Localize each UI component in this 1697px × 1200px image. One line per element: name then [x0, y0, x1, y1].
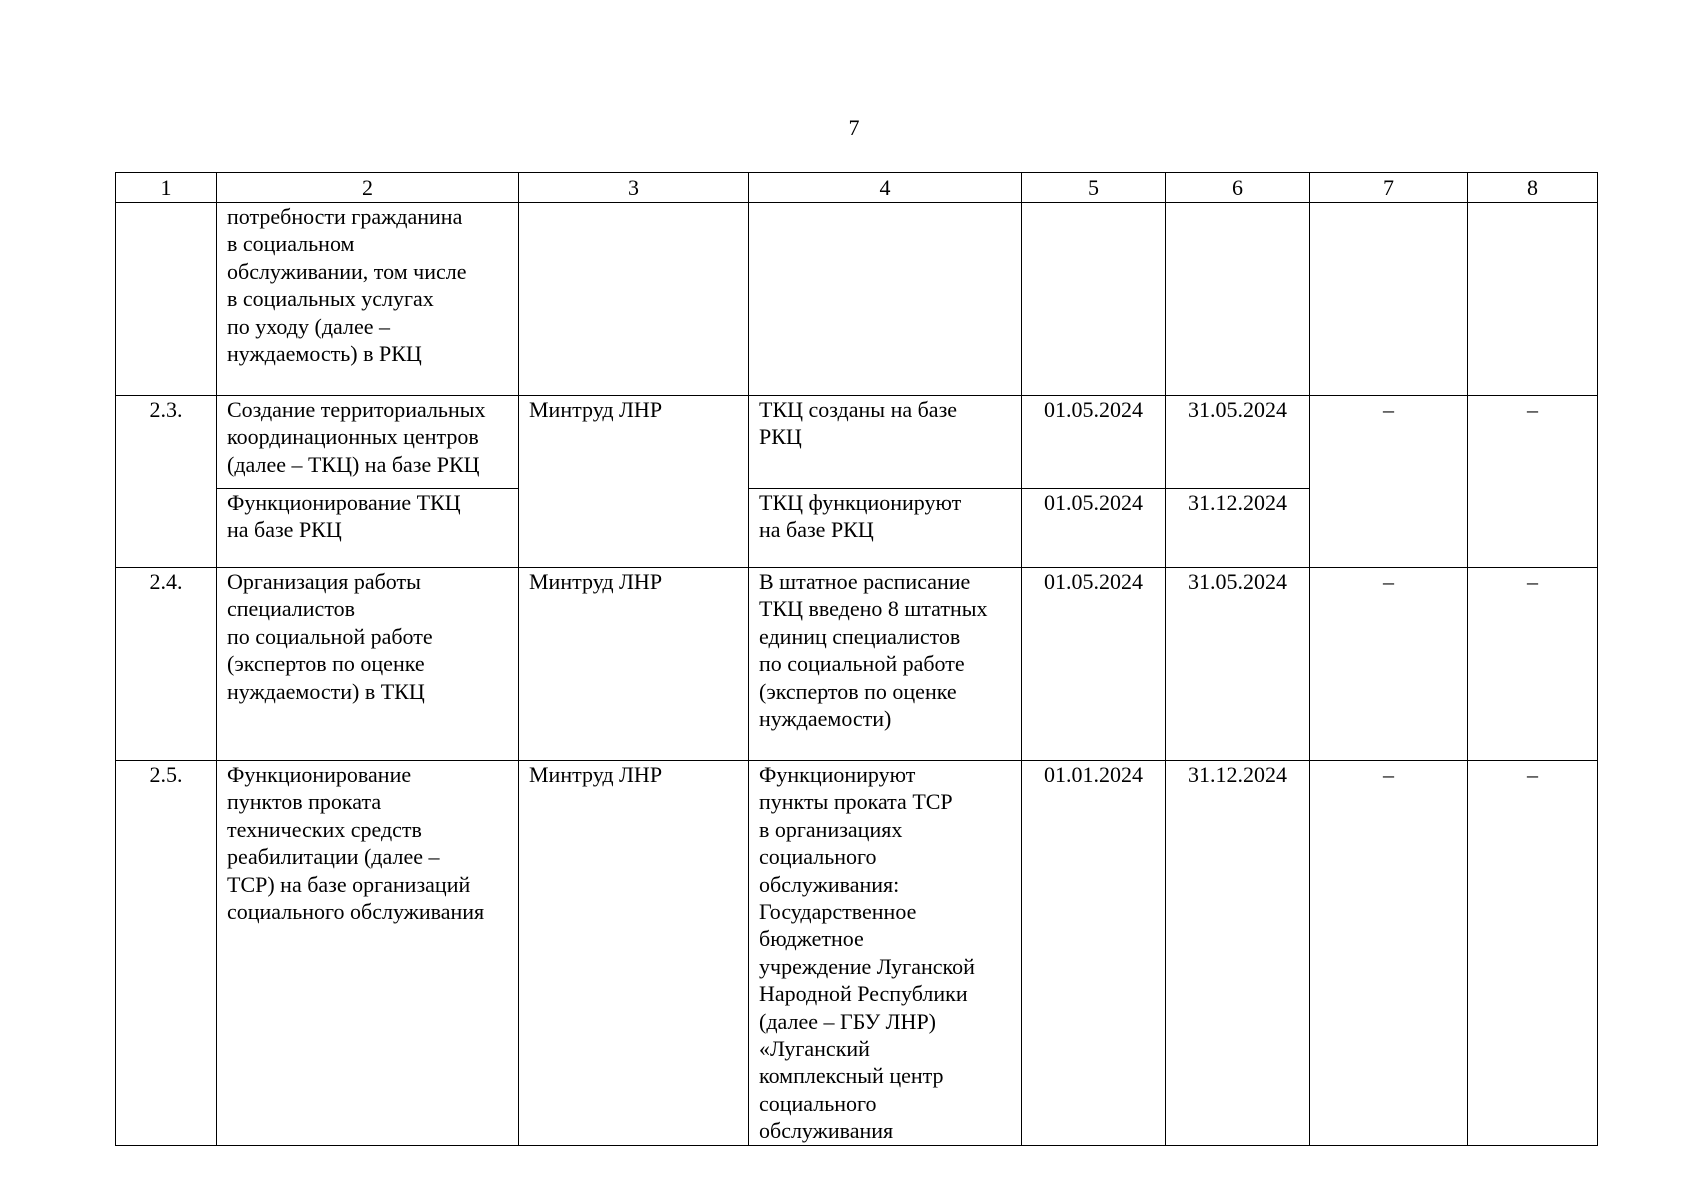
continuation-event-cell: потребности гражданина в социальном обслуживании, том числе в социальных услугах по уходу (далее – нуждаемость) в РКЦ [217, 203, 519, 396]
row-2-4-executor: Минтруд ЛНР [519, 568, 749, 761]
row-2-3-end-1: 31.05.2024 [1166, 396, 1310, 489]
plan-table [115, 172, 1598, 1146]
row-2-3-number: 2.3. [116, 396, 217, 568]
page-number: 7 [848, 115, 860, 140]
row-2-3-col8: – [1468, 396, 1598, 568]
row-2-4-event: Организация работы специалистов по социальной работе (экспертов по оценке нуждаемости) в ТКЦ [217, 568, 519, 761]
row-2-5-number: 2.5. [116, 761, 217, 1146]
row-2-3-col7: – [1310, 396, 1468, 568]
row-2-5-start: 01.01.2024 [1022, 761, 1166, 1146]
row-2-5-col8: – [1468, 761, 1598, 1146]
continuation-col7-cell [1310, 203, 1468, 396]
row-2-5-col7: – [1310, 761, 1468, 1146]
row-2-3-result-1: ТКЦ созданы на базе РКЦ [749, 396, 1022, 489]
row-2-3-executor: Минтруд ЛНР [519, 396, 749, 568]
row-2-5-executor: Минтруд ЛНР [519, 761, 749, 1146]
table-row-2-5 [116, 761, 1598, 1146]
header-cell-4: 4 [749, 173, 1022, 203]
table-row-2-3a [116, 396, 1598, 489]
continuation-result-cell [749, 203, 1022, 396]
header-cell-7: 7 [1310, 173, 1468, 203]
row-2-3-end-2: 31.12.2024 [1166, 489, 1310, 568]
row-2-3-start-2: 01.05.2024 [1022, 489, 1166, 568]
table-row-continuation [116, 203, 1598, 396]
header-cell-5: 5 [1022, 173, 1166, 203]
row-2-5-end: 31.12.2024 [1166, 761, 1310, 1146]
table-row-2-4 [116, 568, 1598, 761]
row-2-4-result: В штатное расписание ТКЦ введено 8 штатных единиц специалистов по социальной работе (экспертов по оценке нуждаемости) [749, 568, 1022, 761]
row-2-3-result-2: ТКЦ функционируют на базе РКЦ [749, 489, 1022, 568]
header-cell-3: 3 [519, 173, 749, 203]
continuation-num-cell [116, 203, 217, 396]
row-2-4-col8: – [1468, 568, 1598, 761]
row-2-5-result: Функционируют пункты проката ТСР в организациях социального обслуживания: Государственное бюджетное учреждение Луганской Народной Республики (далее – ГБУ ЛНР) «Луганский комплексный центр социального обслуживания [749, 761, 1022, 1146]
header-cell-1: 1 [116, 173, 217, 203]
row-2-3-event-2: Функционирование ТКЦ на базе РКЦ [217, 489, 519, 568]
row-2-4-col7: – [1310, 568, 1468, 761]
header-cell-2: 2 [217, 173, 519, 203]
continuation-executor-cell [519, 203, 749, 396]
row-2-4-start: 01.05.2024 [1022, 568, 1166, 761]
header-cell-6: 6 [1166, 173, 1310, 203]
continuation-col8-cell [1468, 203, 1598, 396]
row-2-3-event-1: Создание территориальных координационных центров (далее – ТКЦ) на базе РКЦ [217, 396, 519, 489]
row-2-5-event: Функционирование пунктов проката технических средств реабилитации (далее – ТСР) на базе организаций социального обслуживания [217, 761, 519, 1146]
header-cell-8: 8 [1468, 173, 1598, 203]
row-2-4-end: 31.05.2024 [1166, 568, 1310, 761]
continuation-end-cell [1166, 203, 1310, 396]
row-2-3-start-1: 01.05.2024 [1022, 396, 1166, 489]
table-header-row [116, 173, 1598, 203]
continuation-start-cell [1022, 203, 1166, 396]
row-2-4-number: 2.4. [116, 568, 217, 761]
